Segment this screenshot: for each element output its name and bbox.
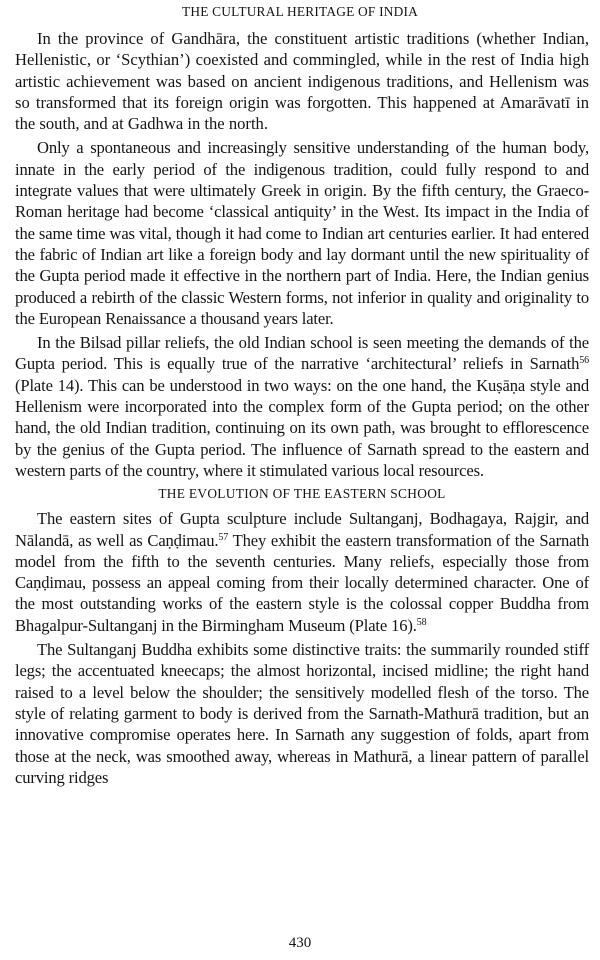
paragraph-human-body: Only a spontaneous and increasingly sensitive understanding of the human body, innate in the early period of the indigenous tradition, could fully respond to and integrate values that were ultimately Greek in origin. By the fifth century, the Graeco-Roman heritage had become ‘classical antiquity’ in the West. Its impact in the India of the same time was vital, though it had come to Indian art centuries earlier. It had entered the fabric of Indian art like a foreign body and lay dormant until the new spirituality of the Gupta period made it effective in the northern part of India. Here, the Indian genius produced a rebirth of the classic Western forms, not inferior in quality and originality to the European Renaissance a thousand years later. — [15, 138, 589, 328]
page-number: 430 — [288, 935, 312, 951]
paragraph-bilsad-text-end: (Plate 14). This can be understood in two ways: on the one hand, the Kuṣāṇa style and Hellenism were incorporated into the complex form of the Gupta period; on the other hand, the old Indian tradition, continuing on its own path, was brought to efflorescence by the genius of the Gupta period. The influence of Sarnath spread to the eastern and western parts of the country, where it stimulated various local resources. — [15, 375, 589, 480]
footnote-ref-58: 58 — [416, 616, 427, 628]
paragraph-bilsad-text-start: In the Bilsad pillar reliefs, the old Indian school is seen meeting the demands of the Gupta period. This is equally true of the narrative ‘architectural’ reliefs in Sarnath — [15, 333, 589, 374]
paragraph-sultanganj-buddha: The Sultanganj Buddha exhibits some distinctive traits: the summarily rounded stiff legs; the accentuated kneecaps; the almost horizontal, incised midline; the right hand raised to a level below the shoulder; the sensitively modelled flesh of the torso. The style of relating garment to body is derived from the Sarnath-Mathurā tradition, but an innovative compromise operates here. In Sarnath any suggestion of folds, apart from those at the neck, was smoothed away, whereas in Mathurā, a linear pattern of parallel curving ridges — [15, 640, 589, 787]
footnote-ref-56: 56 — [579, 355, 589, 367]
running-head: THE CULTURAL HERITAGE OF INDIA — [181, 4, 419, 19]
paragraph-eastern-sites — [15, 508, 589, 636]
body-text — [15, 28, 589, 791]
paragraph-bilsad — [15, 332, 589, 481]
footnote-ref-57: 57 — [218, 531, 229, 543]
paragraph-gandhara: In the province of Gandhāra, the constituent artistic traditions (whether Indian, Hellenistic, or ‘Scythian’) coexisted and commingled, while in the rest of India high artistic achievement was based on ancient indigenous traditions, and Hellenism was so transformed that its foreign origin was forgotten. This happened at Amarāvatī in the south, and at Gadhwa in the north. — [15, 29, 589, 134]
paragraph-eastern-sites-text-middle: They exhibit the eastern transformation of the Sarnath model from the fifth to the seventh centuries. Many reliefs, especially those from Caṇḍimau, possess an appeal coming from their locally determined character. One of the most outstanding works of the eastern style is the colossal copper Buddha from Bhagalpur-Sultanganj in the Birmingham Museum (Plate 16). — [15, 530, 589, 635]
paragraph-eastern-sites-text-start: The eastern sites of Gupta sculpture include Sultanganj, Bodhagaya, Rajgir, and Nālandā, as well as Caṇḍimau. — [15, 509, 589, 550]
section-heading: THE EVOLUTION OF THE EASTERN SCHOOL — [158, 486, 446, 502]
